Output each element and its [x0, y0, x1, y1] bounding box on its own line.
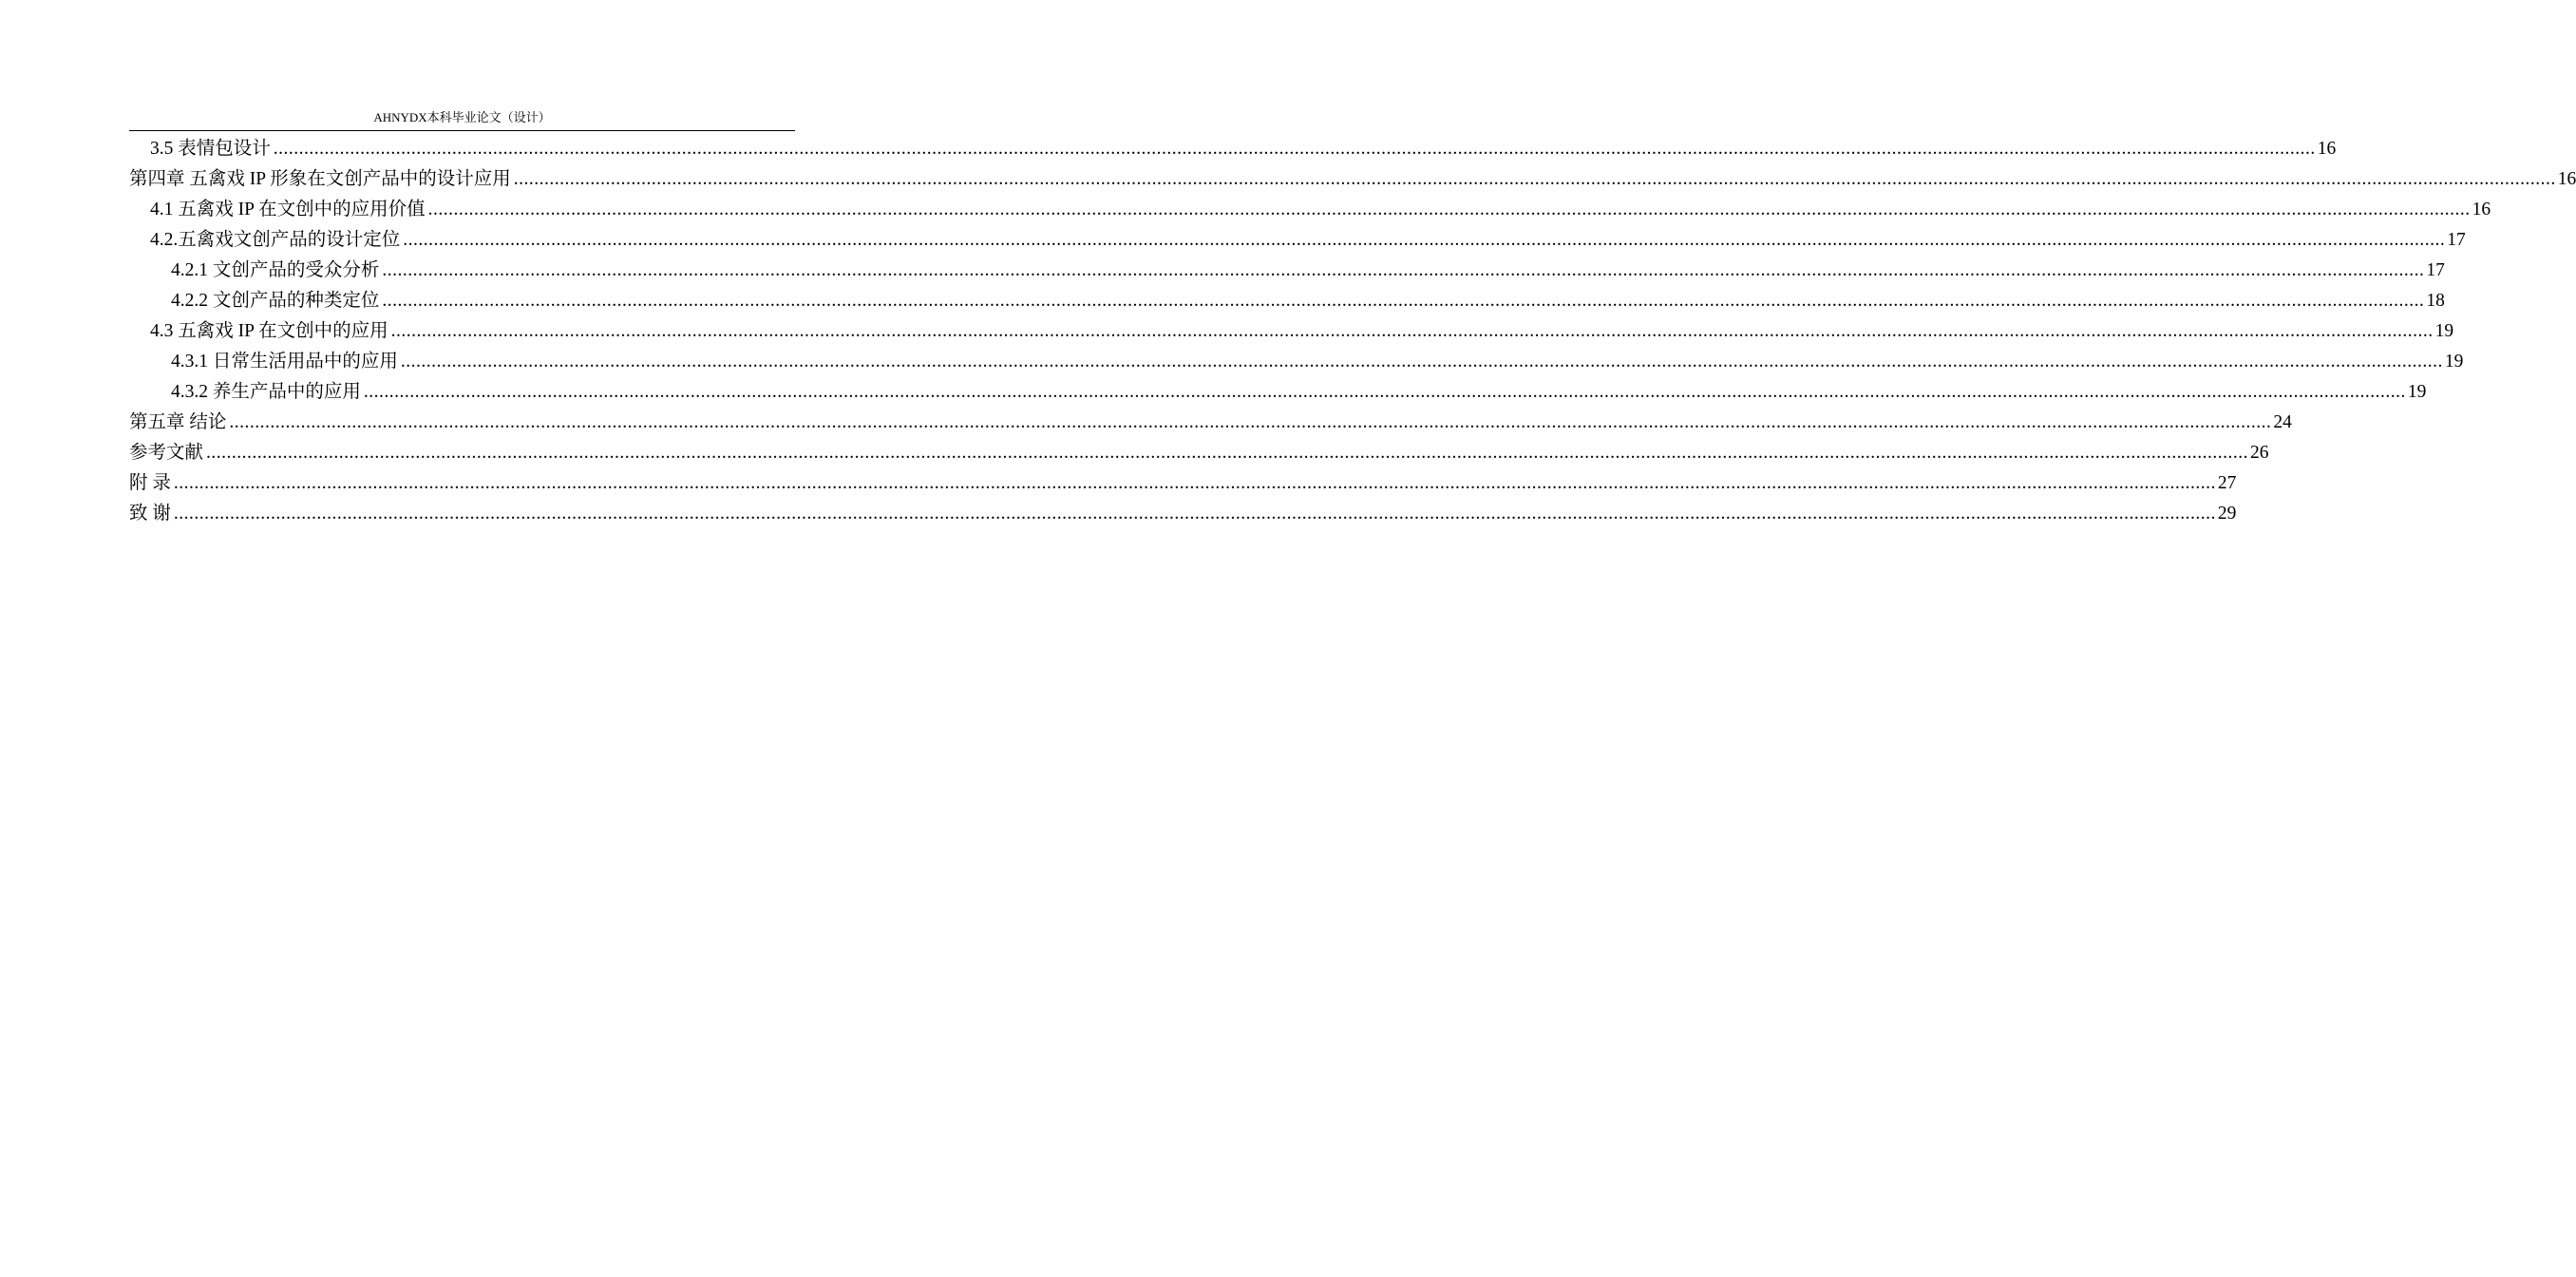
toc-dot-leader: ................................................................................................................................................................................................................................................................................................................................................................................................................	[382, 291, 2425, 311]
toc-page-number: 17	[2447, 230, 2466, 250]
toc-dot-leader: ................................................................................................................................................................................................................................................................................................................................................................................................................	[427, 200, 2471, 219]
toc-entry-title: 第四章 五禽戏 IP 形象在文创产品中的设计应用	[129, 169, 511, 189]
toc-entry[interactable]	[129, 316, 2454, 347]
toc-dot-leader: ................................................................................................................................................................................................................................................................................................................................................................................................................	[229, 412, 2272, 432]
toc-entry-title: 附 录	[129, 473, 171, 493]
toc-page-number: 19	[2444, 352, 2464, 372]
toc-entry[interactable]	[129, 286, 2445, 316]
toc-entry-title: 4.3.2 养生产品中的应用	[171, 382, 361, 402]
toc-page-number: 16	[2472, 200, 2491, 219]
table-of-contents	[129, 134, 2576, 529]
toc-page-number: 16	[2317, 139, 2337, 159]
header-rule	[129, 130, 795, 131]
toc-page-number: 26	[2250, 443, 2269, 463]
toc-page-number: 27	[2217, 473, 2237, 493]
toc-dot-leader: ................................................................................................................................................................................................................................................................................................................................................................................................................	[513, 169, 2556, 189]
toc-entry[interactable]	[129, 438, 2269, 468]
toc-dot-leader: ................................................................................................................................................................................................................................................................................................................................................................................................................	[206, 443, 2249, 463]
toc-page-number: 16	[2557, 169, 2576, 189]
toc-dot-leader: ................................................................................................................................................................................................................................................................................................................................................................................................................	[173, 473, 2216, 493]
toc-entry[interactable]	[129, 164, 2576, 195]
toc-entry[interactable]	[129, 225, 2466, 256]
toc-entry[interactable]	[129, 377, 2427, 408]
toc-entry-title: 3.5 表情包设计	[150, 139, 271, 159]
toc-page-number: 17	[2426, 260, 2445, 280]
toc-entry-title: 第五章 结论	[129, 412, 227, 432]
toc-entry[interactable]	[129, 408, 2292, 438]
toc-dot-leader: ................................................................................................................................................................................................................................................................................................................................................................................................................	[403, 230, 2446, 250]
toc-entry-title: 4.3.1 日常生活用品中的应用	[171, 352, 398, 372]
toc-entry[interactable]	[129, 134, 2337, 164]
toc-entry-title: 4.2.1 文创产品的受众分析	[171, 260, 380, 280]
toc-entry[interactable]	[129, 499, 2237, 529]
toc-entry-title: 4.3 五禽戏 IP 在文创中的应用	[150, 321, 388, 341]
toc-entry[interactable]	[129, 256, 2445, 286]
toc-page-number: 18	[2426, 291, 2445, 311]
toc-entry-title: 致 谢	[129, 504, 171, 524]
running-header: AHNYDX本科毕业论文（设计）	[373, 110, 551, 124]
toc-dot-leader: ................................................................................................................................................................................................................................................................................................................................................................................................................	[173, 504, 2216, 524]
toc-page-number: 24	[2273, 412, 2292, 432]
toc-entry-title: 4.2.五禽戏文创产品的设计定位	[150, 230, 401, 250]
toc-page-number: 29	[2217, 504, 2237, 524]
toc-page-number: 19	[2434, 321, 2454, 341]
toc-entry[interactable]	[129, 468, 2237, 499]
toc-dot-leader: ................................................................................................................................................................................................................................................................................................................................................................................................................	[382, 260, 2425, 280]
toc-dot-leader: ................................................................................................................................................................................................................................................................................................................................................................................................................	[363, 382, 2406, 402]
toc-dot-leader: ................................................................................................................................................................................................................................................................................................................................................................................................................	[390, 321, 2434, 341]
toc-entry-title: 4.1 五禽戏 IP 在文创中的应用价值	[150, 200, 426, 219]
toc-entry-title: 4.2.2 文创产品的种类定位	[171, 291, 380, 311]
toc-page-number: 19	[2407, 382, 2427, 402]
toc-entry[interactable]	[129, 195, 2491, 225]
toc-entry-title: 参考文献	[129, 443, 204, 463]
toc-dot-leader: ................................................................................................................................................................................................................................................................................................................................................................................................................	[400, 352, 2443, 372]
toc-dot-leader: ................................................................................................................................................................................................................................................................................................................................................................................................................	[273, 139, 2316, 159]
toc-entry[interactable]	[129, 347, 2464, 377]
